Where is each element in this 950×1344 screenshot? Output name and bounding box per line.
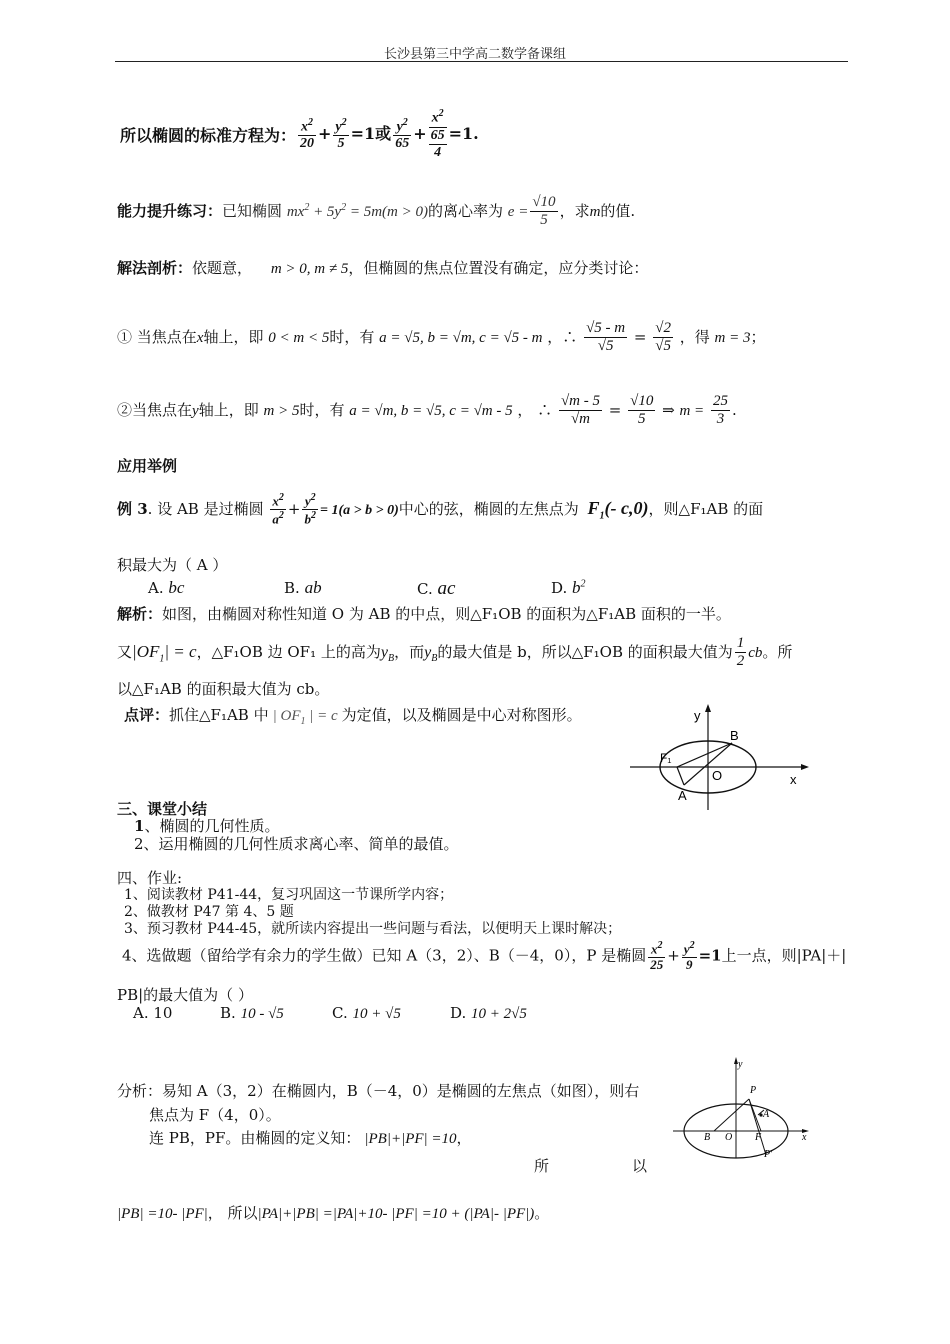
hw4-post: 上一点，则|PA|＋|	[721, 946, 847, 965]
comment-pre: 抓住△F₁AB 中	[169, 706, 269, 724]
fig1-seg-f1a	[677, 767, 684, 785]
fenxi-line3: 连 PB，PF。由椭圆的定义知： |PB|+|PF| =10，	[149, 1129, 472, 1147]
hw-option-b: B. 10 - √5	[220, 1004, 284, 1022]
example3-text1: . 设 AB 是过椭圆	[147, 499, 264, 518]
fig1-label-y: y	[694, 708, 701, 723]
line3-c: 的最大值是 b，所以△F₁OB 的面积最大值为	[437, 642, 733, 661]
summary-item-2: 2、运用椭圆的几何性质求离心率、简单的最值。	[134, 835, 459, 853]
example3-line1: 例 3. 设 AB 是过椭圆 $\frac{x^2}{a^2}$ + $\frac{y^2}{b^2}$ = 1(a > b > 0)中心的弦，椭圆的左焦点为 $F_1(-$ c,0)，则△F₁AB 的面	[117, 492, 764, 527]
fig2-label-x: x	[802, 1132, 807, 1143]
ex3-option-b: B. ab	[284, 578, 322, 597]
solution-text: 如图，由椭圆对称性知道 O 为 AB 的中点，则△F₁OB 的面积为△F₁AB 面积的一半。	[162, 605, 731, 623]
header-rule	[115, 61, 848, 62]
fenxi-line1: 分析：易知 A（3，2）在椭圆内，B（－4，0）是椭圆的左焦点（如图），则右	[117, 1082, 640, 1100]
analysis-text2: ，但椭圆的焦点位置没有确定，应分类讨论：	[348, 259, 649, 277]
fig1-label-a: A	[678, 788, 687, 803]
case1-pre: ① 当焦点在	[117, 327, 197, 346]
homework-item-4: 4、选做题（留给学有余力的学生做）已知 A（3，2）、B（－4，0），P 是椭圆 $\frac{x^2}{25}$ + $\frac{y^2}{9}$ =1上一点，则|PA|＋|	[122, 940, 847, 973]
ex3-option-c: C. ac	[417, 578, 456, 599]
case2-mid: 轴上，即	[198, 400, 259, 419]
eq1-rhs: =1或	[350, 123, 392, 143]
fenxi-line2: 焦点为 F（4，0）。	[149, 1106, 281, 1124]
case1-end: ；	[750, 327, 766, 346]
fig2-label-p: P	[750, 1085, 757, 1096]
example3-label: 例 3	[117, 499, 148, 518]
fig2-label-a: A	[763, 1109, 770, 1120]
fenxi-line4-a: 所	[534, 1157, 550, 1175]
fig1-seg-f1b	[677, 743, 732, 767]
example3-solution	[117, 603, 731, 624]
comment-post: 为定值，以及椭圆是中心对称图形。	[341, 706, 582, 724]
line3-pre: 又	[117, 642, 133, 661]
homework-item-1: 1、阅读教材 P41-44，复习巩固这一节课所学内容；	[124, 887, 454, 903]
practice-heading: 能力提升练习：	[117, 201, 223, 220]
line3-a: ，△F₁OB 边 OF₁ 上的高为	[196, 642, 381, 661]
practice-intro: 已知椭圆	[222, 201, 283, 220]
example3-text2: 中心的弦，椭圆的左焦点为	[398, 499, 579, 518]
practice-ask-post: 的值.	[600, 201, 636, 220]
ex3-option-a: A. bc	[148, 578, 185, 597]
example3-line4: 以△F₁AB 的面积最大值为 cb。	[117, 680, 330, 698]
hw-option-a: A. 10	[133, 1004, 173, 1022]
fig1-label-f1: F₁	[660, 751, 672, 765]
application-heading: 应用举例	[117, 457, 178, 475]
practice-mid: 的离心率为	[428, 201, 504, 220]
fig2-label-p-prime: P′	[764, 1149, 773, 1160]
case2-line: ②当焦点在y轴上，即 m > 5时，有 a = √m, b = √5, c = √m - 5 ， ∴ $\frac{√m - 5}{√m}$ = $\frac{√10}{5}$ ⇒ m = $\frac{25}{3}$ .	[117, 393, 737, 428]
ellipse-figure-1	[620, 700, 820, 815]
page-header: 长沙县第三中学高二数学备课组	[383, 47, 566, 62]
case1-mid2: 时，有	[329, 327, 375, 346]
homework-item-3: 3、预习教材 P44-45，就所读内容提出一些问题与看法，以便明天上课时解决；	[124, 921, 622, 937]
case1-line: ① 当焦点在x轴上，即 0 < m < 5时，有 a = √5, b = √m, c = √5 - m ，∴ $\frac{√5 - m}{√5}$ = $\frac{√2}{√5}$ ，得 m = 3；	[117, 320, 766, 355]
comment-label: 点评：	[124, 706, 170, 724]
line3-b: ，而	[394, 642, 425, 661]
practice-ask-pre: ，求	[559, 201, 590, 220]
case2-axis: y	[192, 402, 199, 419]
solution-label: 解析：	[117, 605, 163, 623]
homework-item-2: 2、做教材 P47 第 4、5 题	[124, 904, 294, 920]
fig1-label-b: B	[730, 728, 739, 743]
fig1-y-arrow	[705, 704, 711, 712]
case2-pre: ②当焦点在	[117, 400, 193, 419]
ellipse-figure-2	[668, 1055, 818, 1160]
fig2-label-f: F	[755, 1132, 762, 1143]
homework-item-4-line2: PB|的最大值为（ ）	[117, 986, 253, 1004]
conclusion-text: 所以椭圆的标准方程为：	[120, 125, 297, 145]
case1-mid: 轴上，即	[203, 327, 264, 346]
example3-comment: 点评：抓住△F₁AB 中 | $OF_1$ | = c 为定值，以及椭圆是中心对称图形。	[124, 706, 582, 727]
case2-mid2: 时，有	[299, 400, 345, 419]
example3-line2: 积最大为（ A ）	[117, 556, 228, 574]
fig1-label-x: x	[790, 772, 797, 787]
line3-d: 。所	[762, 642, 793, 661]
analysis-heading: 解法剖析：	[117, 259, 193, 277]
case1-axis: x	[196, 329, 204, 346]
practice-line: 能力提升练习：已知椭圆 $mx^2 + 5y^2 = 5m(m > 0)$的离心率为 e = $\frac{√10}{5}$ ，求m的值.	[117, 194, 636, 229]
fenxi-line4-b: 以	[632, 1157, 648, 1175]
hw-option-c: C. 10 + √5	[332, 1004, 401, 1022]
analysis-text1: 依题意，	[192, 259, 253, 277]
hw-option-d: D. 10 + 2√5	[450, 1004, 527, 1022]
fig1-x-arrow	[801, 764, 809, 770]
fig1-label-o: O	[712, 768, 723, 783]
homework-heading: 四、作业:	[117, 869, 183, 887]
hw4-pre: 4、选做题（留给学有余力的学生做）已知 A（3，2）、B（－4，0），P 是椭圆	[122, 946, 647, 965]
example3-text3: ，则△F₁AB 的面	[648, 499, 764, 518]
fig2-label-o: O	[725, 1132, 733, 1143]
example3-line3: 又$|OF_1| = c$，△F₁OB 边 OF₁ 上的高为$y_B$，而$y_B$的最大值是 b，所以△F₁OB 的面积最大值为 $\frac{1}{2}$ cb。所	[117, 635, 793, 670]
ex3-option-d: D. $b^2$	[551, 578, 586, 597]
fenxi-line5: |PB| =10- |PF|， 所以|PA|+|PB| =|PA|+10- |PF| =10 + (|PA|- |PF|)。	[117, 1204, 550, 1222]
summary-item-1: 1、椭圆的几何性质。	[134, 817, 280, 835]
conclusion-line: 所以椭圆的标准方程为： $\frac{x^2}{20}$ + $\frac{y^2}{5}$ =1或 $\frac{y^2}{65}$ + $x^2$ 65 4 =1.	[120, 108, 479, 160]
eq2-rhs: =1.	[448, 123, 479, 143]
analysis-line: 解法剖析：依题意， m > 0, m ≠ 5，但椭圆的焦点位置没有确定，应分类讨论：	[117, 259, 649, 277]
fig2-label-b: B	[704, 1132, 711, 1143]
summary-heading: 三、课堂小结	[117, 800, 208, 818]
fig2-label-y: y	[738, 1059, 743, 1070]
